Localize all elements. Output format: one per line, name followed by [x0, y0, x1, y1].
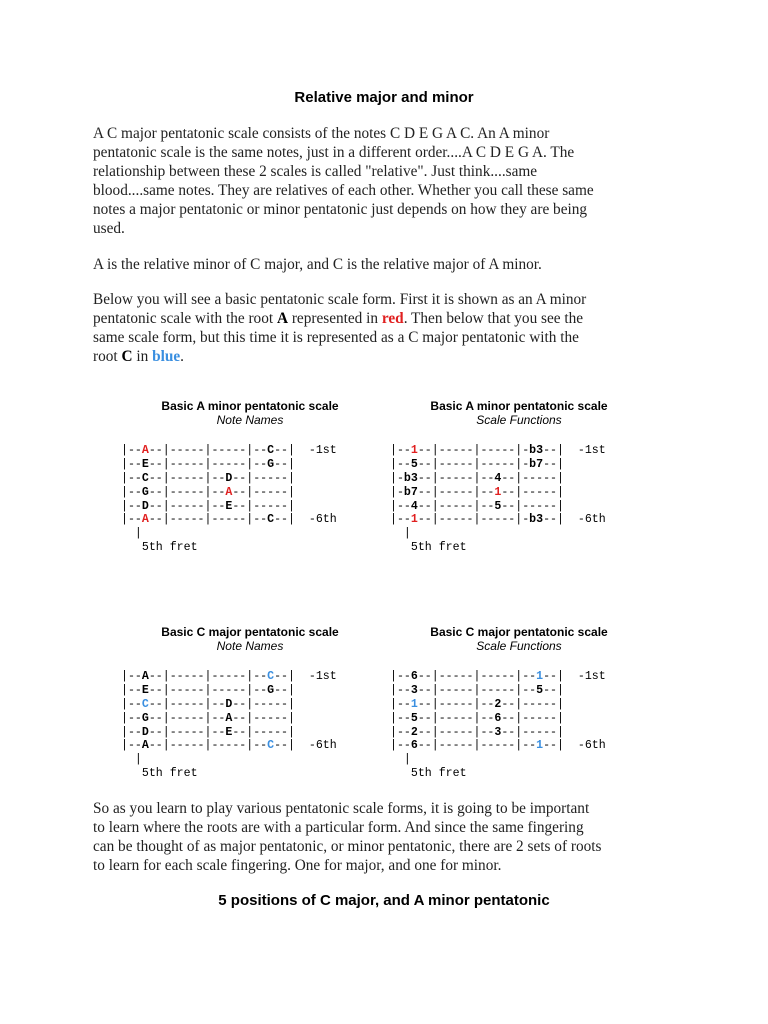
indent: [390, 541, 411, 554]
fret-marker: |: [390, 527, 411, 541]
tab-line: |--: [121, 485, 142, 499]
heading-relative-major-minor: Relative major and minor: [294, 89, 474, 106]
tab-line: --|-----|-----|--: [148, 444, 268, 457]
tab-line: --|-----|: [232, 711, 295, 725]
tab-line: --|-----|: [232, 471, 295, 485]
tab-line: --|-----|: [501, 725, 564, 739]
tab-string-row: [121, 726, 337, 740]
scale-note: 6: [410, 739, 418, 753]
tab-line: --| -: [274, 739, 316, 753]
tab-string-row: [121, 739, 337, 753]
tab-string-row: [121, 513, 337, 527]
fret-marker: |: [121, 527, 142, 541]
root-note: A: [225, 485, 233, 499]
tab-line: --| -: [543, 739, 585, 753]
tab-string-row: [390, 684, 606, 698]
scale-note: 4: [494, 471, 502, 485]
tab-string-row: [390, 500, 606, 514]
scale-note: b3: [529, 513, 544, 527]
tab-header-am-names: [120, 399, 380, 427]
tab-header-am-functions: [389, 399, 649, 427]
scale-note: A: [141, 739, 149, 753]
root-note: 1: [410, 697, 418, 711]
scale-note: 2: [494, 697, 502, 711]
tab-string-row: [390, 472, 606, 486]
fret-marker: |: [121, 753, 142, 767]
tab-line: --|-----|: [232, 697, 295, 711]
tab-title: Basic C major pentatonic scale: [430, 625, 608, 639]
scale-note: D: [141, 499, 149, 513]
tab-string-row: [390, 739, 606, 753]
tab-header-cm-names: [120, 625, 380, 653]
tab-line: --|-----|: [501, 471, 564, 485]
tab-line: |--: [390, 670, 411, 683]
tab-line: --|-----|--: [417, 485, 495, 499]
tab-line: --|: [543, 683, 564, 697]
tab-line: --|: [274, 457, 295, 471]
text-line: So as you learn to play various pentatonic scale forms, it is going to be important: [93, 800, 590, 817]
tab-line: --| -: [543, 670, 585, 683]
tab-line: |--: [121, 513, 142, 527]
tab-line: |--: [390, 444, 411, 457]
tab-line: --|-----|-----|--: [148, 513, 268, 527]
tab-line: |-: [390, 471, 404, 485]
paragraph-scale-form: [93, 290, 678, 366]
tab-subtitle: Scale Functions: [476, 413, 562, 427]
scale-note: 6: [410, 670, 418, 683]
tab-line: --|-----|-----|--: [148, 670, 268, 683]
string-1st-label: 1st: [315, 444, 337, 457]
text-line: blood....same notes. They are relatives of each other. Whether you call these same: [93, 182, 594, 199]
tab-line: --|-----|--: [417, 697, 495, 711]
string-6th-label: 6th: [315, 513, 337, 527]
tab-line: |--: [390, 457, 411, 471]
text-span: . Then below that you see the: [403, 310, 584, 327]
tab-line: --|-----|-----|--: [417, 670, 537, 683]
scale-note: 5: [494, 499, 502, 513]
fret-label: 5th fret: [410, 767, 467, 781]
root-note: 1: [536, 739, 544, 753]
tab-string-row: [390, 726, 606, 740]
tab-line: --|-----|--: [148, 725, 226, 739]
string-6th-label: 6th: [315, 739, 337, 753]
root-note: 1: [494, 485, 502, 499]
text-line: [93, 347, 678, 366]
tab-string-row: [390, 513, 606, 527]
tab-string-row: [390, 670, 606, 684]
tab-line: |--: [121, 670, 142, 683]
root-note: C: [141, 697, 149, 711]
tab-string-row: [390, 698, 606, 712]
tab-line: |--: [121, 697, 142, 711]
scale-note: E: [225, 499, 233, 513]
scale-note: C: [141, 471, 149, 485]
fret-label-row: [390, 767, 606, 781]
root-a-label: A: [276, 310, 288, 327]
tab-line: |--: [390, 513, 411, 527]
tab-line: --|-----|-----|--: [417, 683, 537, 697]
scale-note: b3: [403, 471, 418, 485]
tab-subtitle: Note Names: [216, 639, 284, 653]
scale-note: G: [141, 711, 149, 725]
tab-string-row: [121, 670, 337, 684]
fret-label-row: [121, 541, 337, 555]
tab-string-row: [121, 712, 337, 726]
text-line: to learn for each scale fingering. One for major, and one for minor.: [93, 857, 502, 874]
tab-line: --|-----|--: [417, 711, 495, 725]
tab-line: --|-----|-----|--: [148, 739, 268, 753]
root-note: C: [267, 739, 275, 753]
indent: [390, 767, 411, 780]
tab-line: |--: [121, 471, 142, 485]
tab-line: --|-----|: [501, 485, 564, 499]
red-label: red: [381, 310, 404, 327]
text-line: Below you will see a basic pentatonic scale form. First it is shown as an A minor: [93, 291, 587, 308]
scale-note: D: [141, 725, 149, 739]
tab-line: --|-----|--: [148, 471, 226, 485]
tab-line: |-: [390, 485, 404, 499]
tab-line: --|-----|-----|--: [417, 739, 537, 753]
tab-line: --|-----|--: [417, 471, 495, 485]
fret-label: 5th fret: [141, 767, 198, 781]
tab-title: Basic C major pentatonic scale: [161, 625, 339, 639]
paragraph-relative: [93, 255, 678, 274]
tab-line: |--: [390, 499, 411, 513]
tab-string-row: [121, 472, 337, 486]
fret-label: 5th fret: [141, 541, 198, 555]
scale-note: 3: [494, 725, 502, 739]
scale-note: 6: [494, 711, 502, 725]
scale-note: 4: [410, 499, 418, 513]
string-6th-label: 6th: [584, 739, 606, 753]
tab-line: --|-----|--: [148, 697, 226, 711]
indent: [121, 767, 142, 780]
root-note: 1: [410, 444, 418, 457]
tab-line: --|-----|--: [417, 499, 495, 513]
scale-note: b7: [529, 457, 544, 471]
tab-string-row: [390, 712, 606, 726]
tab-line: |--: [390, 683, 411, 697]
tab-line: --| -: [543, 513, 585, 527]
string-1st-label: 1st: [584, 670, 606, 683]
scale-note: D: [225, 697, 233, 711]
text-line: relationship between these 2 scales is called "relative". Just think....same: [93, 163, 538, 180]
text-line: [93, 309, 678, 328]
scale-note: 5: [410, 457, 418, 471]
tab-string-row: [121, 458, 337, 472]
scale-note: E: [141, 683, 149, 697]
tab-line: --|-----|-----|-: [417, 444, 530, 457]
tab-line: |--: [390, 711, 411, 725]
scale-note: G: [267, 683, 275, 697]
tab-line: --|-----|: [501, 499, 564, 513]
tab-line: --|-----|-----|-: [417, 513, 530, 527]
paragraph-learn-roots: [93, 799, 678, 875]
scale-note: C: [267, 513, 275, 527]
text-span: root: [93, 348, 122, 365]
tab-am-note-names: [121, 444, 337, 555]
scale-note: D: [225, 471, 233, 485]
tab-subtitle: Note Names: [216, 413, 284, 427]
tab-line: --|-----|--: [148, 711, 226, 725]
tab-string-row: [390, 458, 606, 472]
tab-line: |--: [390, 697, 411, 711]
scale-note: A: [141, 670, 149, 683]
text-span: pentatonic scale with the root: [93, 310, 277, 327]
tab-line: |--: [121, 739, 142, 753]
tab-string-row: [390, 486, 606, 500]
tab-line: --|-----|-----|--: [148, 683, 268, 697]
tab-string-row: [121, 698, 337, 712]
root-c-label: C: [121, 348, 133, 365]
text-line: notes a major pentatonic or minor pentatonic just depends on how they are being: [93, 201, 588, 218]
tab-subtitle: Scale Functions: [476, 639, 562, 653]
tab-string-row: [121, 444, 337, 458]
tab-line: --|-----|: [232, 725, 295, 739]
tab-line: --|-----|--: [417, 725, 495, 739]
root-note: A: [141, 513, 149, 527]
tab-line: --|: [274, 683, 295, 697]
tab-line: --| -: [274, 444, 316, 457]
text-span: .: [180, 348, 184, 365]
scale-note: C: [267, 444, 275, 457]
tab-line: |--: [121, 457, 142, 471]
root-note: C: [267, 670, 275, 683]
tab-line: --|-----|--: [148, 499, 226, 513]
tab-title: Basic A minor pentatonic scale: [430, 399, 608, 413]
fret-marker: |: [390, 753, 411, 767]
tab-line: --|: [543, 457, 564, 471]
root-note: 1: [410, 513, 418, 527]
heading-5-positions: 5 positions of C major, and A minor pentatonic: [218, 892, 550, 909]
string-1st-label: 1st: [584, 444, 606, 457]
text-line: can be thought of as major pentatonic, or minor pentatonic, there are 2 sets of roots: [93, 838, 602, 855]
tab-header-cm-functions: [389, 625, 649, 653]
tab-cm-note-names: [121, 670, 337, 781]
fret-label-row: [390, 541, 606, 555]
tab-string-row: [390, 444, 606, 458]
tab-line: |--: [121, 499, 142, 513]
string-1st-label: 1st: [315, 670, 337, 683]
tab-line: --|-----|-----|--: [148, 457, 268, 471]
scale-note: 3: [410, 683, 418, 697]
paragraph-intro: [93, 124, 678, 238]
scale-note: E: [141, 457, 149, 471]
scale-note: 2: [410, 725, 418, 739]
tab-string-row: [121, 486, 337, 500]
tab-line: |--: [121, 711, 142, 725]
tab-line: --| -: [543, 444, 585, 457]
tab-line: |--: [121, 725, 142, 739]
scale-note: b3: [529, 444, 544, 457]
tab-am-scale-functions: [390, 444, 606, 555]
scale-note: b7: [403, 485, 418, 499]
string-6th-label: 6th: [584, 513, 606, 527]
fret-label: 5th fret: [410, 541, 467, 555]
scale-note: A: [225, 711, 233, 725]
tab-line: |--: [390, 725, 411, 739]
tab-cm-scale-functions: [390, 670, 606, 781]
tab-line: --|-----|: [501, 711, 564, 725]
scale-note: E: [225, 725, 233, 739]
scale-note: G: [141, 485, 149, 499]
root-note: 1: [536, 670, 544, 683]
tab-line: |--: [390, 739, 411, 753]
tab-string-row: [121, 684, 337, 698]
tab-line: --|-----|: [232, 485, 295, 499]
text-line: A C major pentatonic scale consists of the notes C D E G A C. An A minor: [93, 125, 550, 142]
scale-note: G: [267, 457, 275, 471]
text-line: same scale form, but this time it is represented as a C major pentatonic with the: [93, 329, 579, 346]
tab-line: --|-----|: [501, 697, 564, 711]
tab-line: --|-----|: [232, 499, 295, 513]
tab-string-row: [121, 500, 337, 514]
tab-line: |--: [121, 444, 142, 457]
tab-line: --|-----|-----|-: [417, 457, 530, 471]
tab-line: --| -: [274, 513, 316, 527]
text-line: to learn where the roots are with a particular form. And since the same fingering: [93, 819, 584, 836]
tab-line: --|-----|--: [148, 485, 226, 499]
text-span: in: [132, 348, 153, 365]
root-note: A: [141, 444, 149, 457]
tab-line: --| -: [274, 670, 316, 683]
scale-note: 5: [536, 683, 544, 697]
fret-label-row: [121, 767, 337, 781]
text-line: pentatonic scale is the same notes, just in a different order....A C D E G A. The: [93, 144, 575, 161]
blue-label: blue: [152, 348, 181, 365]
text-line: used.: [93, 220, 125, 237]
scale-note: 5: [410, 711, 418, 725]
text-line: A is the relative minor of C major, and C is the relative major of A minor.: [93, 256, 542, 273]
tab-line: |--: [121, 683, 142, 697]
text-span: represented in: [288, 310, 382, 327]
indent: [121, 541, 142, 554]
tab-title: Basic A minor pentatonic scale: [161, 399, 339, 413]
